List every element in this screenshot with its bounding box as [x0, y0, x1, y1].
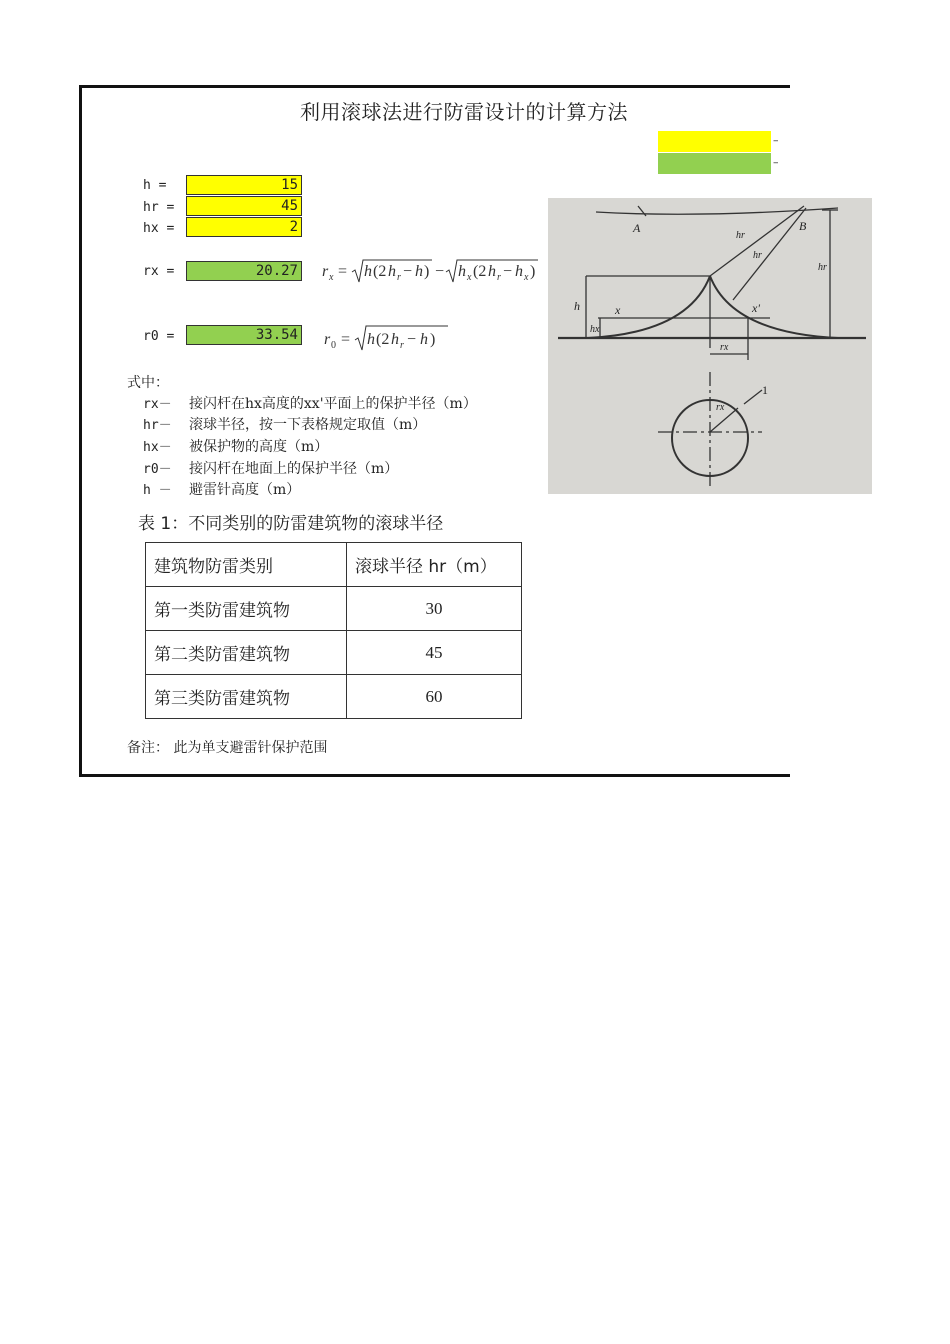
table-header: 建筑物防雷类别 — [146, 543, 347, 587]
svg-text:−: − — [435, 263, 445, 280]
diagram-svg — [548, 198, 872, 494]
svg-text:h: h — [515, 263, 523, 280]
svg-text:): ) — [430, 331, 436, 348]
svg-text:h: h — [367, 331, 375, 348]
label-B: B — [799, 219, 807, 233]
svg-text:−: − — [503, 263, 513, 280]
svg-text:r: r — [497, 272, 501, 283]
r0-result: 33.54 — [186, 325, 302, 345]
svg-text:0: 0 — [331, 340, 336, 351]
rx-formula — [322, 254, 542, 286]
label-h: h — [574, 299, 580, 313]
label-hx: hx — [590, 324, 600, 335]
h-label: h = — [143, 178, 167, 193]
rx-result: 20.27 — [186, 261, 302, 281]
rx-label: rx = — [143, 264, 175, 279]
input-legend-dash: – — [773, 134, 779, 147]
table-cell: 第二类防雷建筑物 — [146, 631, 347, 675]
definition-hr: hr－ 滚球半径，按一下表格规定取值（m） — [143, 417, 427, 433]
svg-text:): ) — [424, 263, 430, 280]
hr-label: hr = — [143, 200, 175, 215]
svg-text:r: r — [400, 340, 404, 351]
table-title: 表 1：不同类别的防雷建筑物的滚球半径 — [138, 514, 444, 534]
label-rx-2: rx — [716, 402, 725, 413]
definition-hx: hx－ 被保护物的高度（m） — [143, 439, 329, 455]
hr-input[interactable]: 45 — [186, 196, 302, 216]
svg-text:h: h — [458, 263, 466, 280]
svg-text:h: h — [420, 331, 428, 348]
table-cell: 60 — [347, 675, 522, 719]
label-hr-1: hr — [736, 230, 745, 241]
svg-text:=: = — [341, 331, 351, 348]
label-rx-1: rx — [720, 342, 729, 353]
label-A: A — [633, 221, 641, 235]
table-header: 滚球半径 hr（m） — [347, 543, 522, 587]
legend-heading: 式中： — [127, 375, 169, 391]
table-row — [146, 631, 522, 675]
svg-text:(2: (2 — [373, 263, 387, 280]
svg-text:x: x — [329, 272, 334, 283]
svg-text:h: h — [388, 263, 396, 280]
svg-text:x: x — [524, 272, 529, 283]
page-title: 利用滚球法进行防雷设计的计算方法 — [300, 100, 628, 124]
svg-text:r: r — [322, 263, 329, 280]
svg-text:h: h — [415, 263, 423, 280]
rolling-sphere-table — [145, 542, 522, 719]
definition-h: h － 避雷针高度（m） — [143, 482, 301, 498]
definition-r0: r0－ 接闪杆在地面上的保护半径（m） — [143, 461, 399, 477]
table-row — [146, 587, 522, 631]
input-color-legend — [658, 131, 771, 152]
output-legend-dash: – — [773, 156, 779, 169]
svg-text:r: r — [397, 272, 401, 283]
svg-text:h: h — [391, 331, 399, 348]
note-text: 备注： 此为单支避雷针保护范围 — [127, 740, 328, 756]
svg-text:−: − — [407, 331, 417, 348]
h-input[interactable]: 15 — [186, 175, 302, 195]
svg-text:(2: (2 — [376, 331, 390, 348]
table-cell: 第一类防雷建筑物 — [146, 587, 347, 631]
table-header-row — [146, 543, 522, 587]
table-cell: 45 — [347, 631, 522, 675]
definition-rx: rx－ 接闪杆在hx高度的xx'平面上的保护半径（m） — [143, 396, 477, 412]
rolling-sphere-diagram — [548, 198, 872, 494]
hx-input[interactable]: 2 — [186, 217, 302, 237]
table-cell: 30 — [347, 587, 522, 631]
r0-formula — [324, 320, 454, 352]
label-hr-3: hr — [818, 262, 827, 273]
svg-text:(2: (2 — [473, 263, 487, 280]
table-cell: 第三类防雷建筑物 — [146, 675, 347, 719]
label-x: x — [615, 303, 621, 317]
label-1: 1 — [762, 383, 768, 397]
r0-label: r0 = — [143, 329, 175, 344]
svg-text:r: r — [324, 331, 331, 348]
label-x-prime: x' — [752, 301, 760, 315]
table-row — [146, 675, 522, 719]
svg-text:h: h — [364, 263, 372, 280]
label-hr-2: hr — [753, 250, 762, 261]
svg-text:): ) — [530, 263, 536, 280]
svg-text:−: − — [403, 263, 413, 280]
svg-text:x: x — [467, 272, 472, 283]
hx-label: hx = — [143, 221, 175, 236]
svg-text:h: h — [488, 263, 496, 280]
output-color-legend — [658, 153, 771, 174]
svg-text:=: = — [338, 263, 348, 280]
